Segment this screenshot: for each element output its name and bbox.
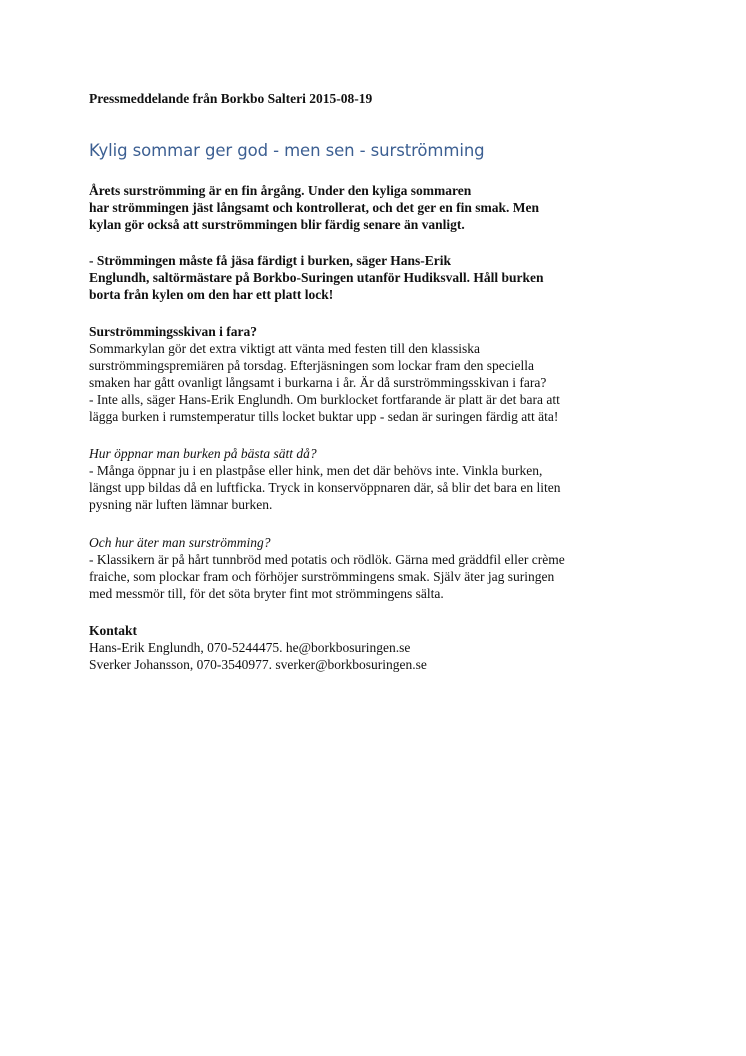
section-surstrommingsskivan <box>89 323 669 425</box>
contact-section <box>89 622 669 673</box>
section-question: Och hur äter man surströmming? <box>89 535 271 550</box>
quote-paragraph <box>89 252 669 303</box>
intro-line: Årets surströmming är en fin årgång. Under den kyliga sommaren <box>89 183 472 198</box>
page-title: Kylig sommar ger god - men sen - surströmming <box>89 141 485 160</box>
body-line: - Klassikern är på hårt tunnbröd med potatis och rödlök. Gärna med gräddfil eller crème <box>89 552 565 567</box>
body-line: fraiche, som plockar fram och förhöjer surströmmingens smak. Själv äter jag suringen <box>89 569 555 584</box>
contact-heading: Kontakt <box>89 623 138 638</box>
intro-line: kylan gör också att surströmmingen blir färdig senare än vanligt. <box>89 217 465 232</box>
body-line: pysning när luften lämnar burken. <box>89 497 273 512</box>
body-line: - Många öppnar ju i en plastpåse eller hink, men det där behövs inte. Vinkla burken, <box>89 463 543 478</box>
body-line: med messmör till, för det söta bryter fint mot strömmingens sälta. <box>89 586 444 601</box>
press-release-header: Pressmeddelande från Borkbo Salteri 2015-08-19 <box>89 91 373 106</box>
quote-line: Englundh, saltörmästare på Borkbo-Suringen utanför Hudiksvall. Håll burken <box>89 270 544 285</box>
contact-line: Hans-Erik Englundh, 070-5244475. he@borkbosuringen.se <box>89 640 411 655</box>
section-open-can <box>89 445 669 513</box>
body-line: lägga burken i rumstemperatur tills locket buktar upp - sedan är suringen färdig att äta! <box>89 409 559 424</box>
contact-line: Sverker Johansson, 070-3540977. sverker@borkbosuringen.se <box>89 657 427 672</box>
section-heading: Surströmmingsskivan i fara? <box>89 324 258 339</box>
body-line: Sommarkylan gör det extra viktigt att vänta med festen till den klassiska <box>89 341 481 356</box>
section-question: Hur öppnar man burken på bästa sätt då? <box>89 446 317 461</box>
section-how-to-eat <box>89 534 669 602</box>
quote-line: - Strömmingen måste få jäsa färdigt i burken, säger Hans-Erik <box>89 253 451 268</box>
body-line: - Inte alls, säger Hans-Erik Englundh. Om burklocket fortfarande är platt är det bara att <box>89 392 560 407</box>
intro-line: har strömmingen jäst långsamt och kontrollerat, och det ger en fin smak. Men <box>89 200 539 215</box>
press-release-document <box>89 90 669 672</box>
quote-line: borta från kylen om den har ett platt lock! <box>89 287 334 302</box>
body-line: längst upp bildas då en luftficka. Tryck in konservöppnaren där, så blir det bara en liten <box>89 480 561 495</box>
intro-paragraph <box>89 182 669 233</box>
body-line: surströmmingspremiären på torsdag. Efterjäsningen som lockar fram den speciella <box>89 358 534 373</box>
body-line: smaken har gått ovanligt långsamt i burkarna i år. Är då surströmmingsskivan i fara? <box>89 375 547 390</box>
